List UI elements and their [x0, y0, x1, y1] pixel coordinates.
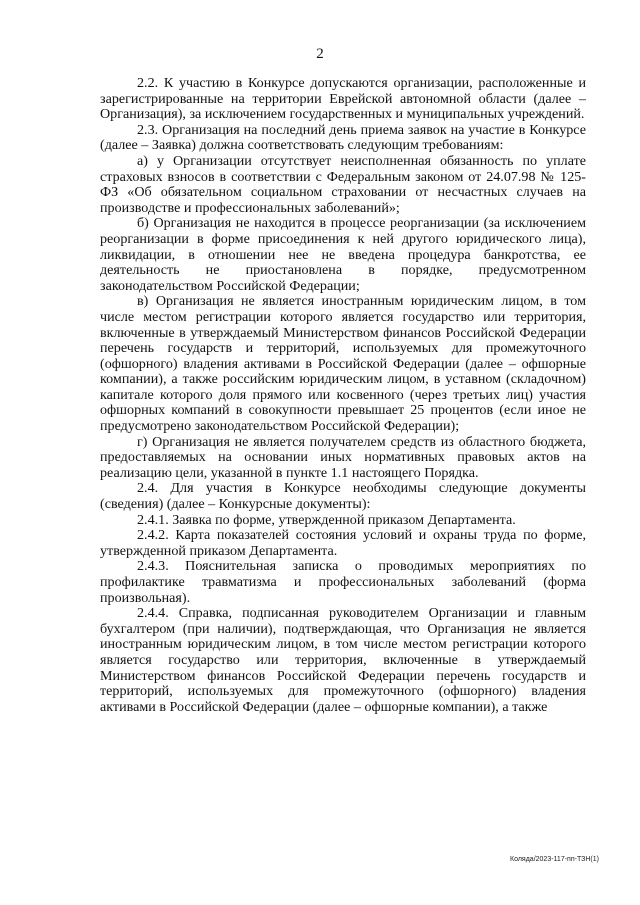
paragraph-2-4: 2.4. Для участия в Конкурсе необходимы следующие документы (сведения) (далее – Конкурсные документы):	[100, 480, 586, 513]
paragraph-2-3-b: б) Организация не находится в процессе реорганизации (за исключением реорганизации в форме присоединения к ней другого юридического лица), ликвидации, в отношении нее не введена процедура банкротства, ее деятельность не приостановлена в порядке, предусмотренном законодательством Российской Федерации;	[100, 215, 586, 294]
document-footer-code: Коляда/2023-117-пп-ТЗН(1)	[510, 856, 599, 863]
paragraph-2-4-1: 2.4.1. Заявка по форме, утвержденной приказом Департамента.	[137, 511, 516, 528]
paragraph-2-4-2: 2.4.2. Карта показателей состояния условий и охраны труда по форме, утвержденной приказом Департамента.	[100, 527, 586, 559]
paragraph-2-2: 2.2. К участию в Конкурсе допускаются организации, расположенные и зарегистрированные на территории Еврейской автономной области (далее – Организация), за исключением государственных и муниципальных учреждений.	[100, 75, 586, 123]
paragraph-2-4-3: 2.4.3. Пояснительная записка о проводимых мероприятиях по профилактике травматизма и профессиональных заболеваний (форма произвольная).	[100, 558, 586, 606]
paragraph-2-3: 2.3. Организация на последний день приема заявок на участие в Конкурсе (далее – Заявка) должна соответствовать следующим требованиям:	[100, 121, 586, 154]
paragraph-2-3-g: г) Организация не является получателем средств из областного бюджета, предоставляемых на основании иных нормативных правовых актов на реализацию цели, указанной в пункте 1.1 настоящего Порядка.	[100, 433, 586, 481]
paragraph-2-3-a: а) у Организации отсутствует неисполненная обязанность по уплате страховых взносов в соответствии с Федеральным законом от 24.07.98 № 125-ФЗ «Об обязательном социальном страховании от несчастных случаев на производстве и профессиональных заболеваний»;	[100, 152, 586, 216]
paragraph-2-3-v: в) Организация не является иностранным юридическим лицом, в том числе местом регистрации которого является государство или территория, включенные в утверждаемый Министерством финансов Российской Федерации перечень государств и территорий, используемых для промежуточного (офшорного) владения активами в Российской Федерации (далее – офшорные компании), а также российским юридическим лицом, в уставном (складочном) капитале которого доля прямого или косвенного (через третьих лиц) участия офшорных компаний в совокупности превышает 25 процентов (если иное не предусмотрено законодательством Российской Федерации);	[100, 293, 586, 435]
document-body	[100, 76, 586, 715]
paragraph-2-4-4: 2.4.4. Справка, подписанная руководителем Организации и главным бухгалтером (при наличии), подтверждающая, что Организация не является иностранным юридическим лицом, в том числе местом регистрации которого является государство или территория, включенные в утверждаемый Министерством финансов Российской Федерации перечень государств и территорий, используемых для промежуточного (офшорного) владения активами в Российской Федерации (далее – офшорные компании), а также	[100, 605, 586, 715]
page-number: 2	[316, 46, 324, 62]
